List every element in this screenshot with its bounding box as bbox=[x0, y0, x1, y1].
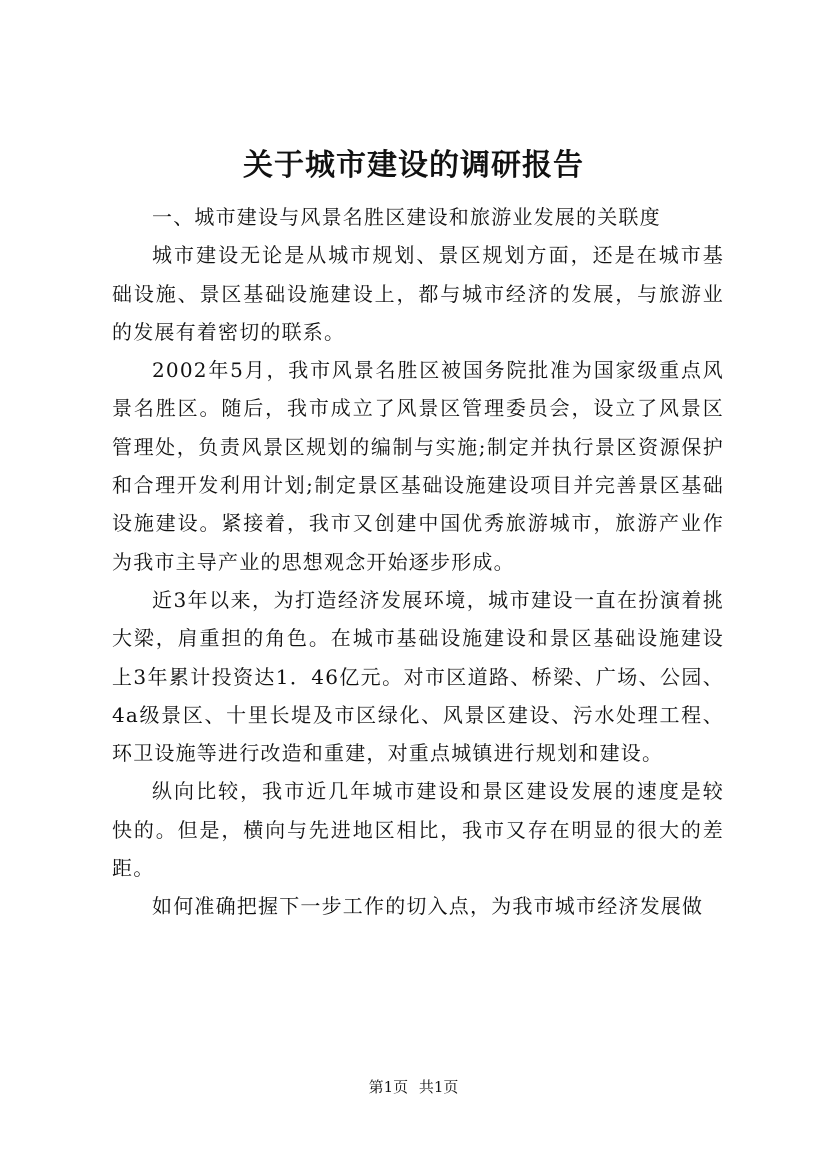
document-title: 关于城市建设的调研报告 bbox=[243, 148, 584, 183]
document-body bbox=[112, 198, 724, 926]
section-heading: 一、城市建设与风景名胜区建设和旅游业发展的关联度 bbox=[152, 205, 661, 229]
paragraph-3: 近3年以来，为打造经济发展环境，城市建设一直在扮演着挑大梁，肩重担的角色。在城市基础设施建设和景区基础设施建设上3年累计投资达1．46亿元。对市区道路、桥梁、广场、公园、4a级景区、十里长堤及市区绿化、风景区建设、污水处理工程、环卫设施等进行改造和重建，对重点城镇进行规划和建设。 bbox=[112, 587, 724, 766]
paragraph-4: 纵向比较，我市近几年城市建设和景区建设发展的速度是较快的。但是，横向与先进地区相比，我市又存在明显的很大的差距。 bbox=[112, 779, 724, 881]
paragraph-5: 如何准确把握下一步工作的切入点，为我市城市经济发展做 bbox=[152, 894, 704, 919]
paragraph-2: 2002年5月，我市风景名胜区被国务院批准为国家级重点风景名胜区。随后，我市成立了风景区管理委员会，设立了风景区管理处，负责风景区规划的编制与实施;制定并执行景区资源保护和合理开发利用计划;制定景区基础设施建设项目并完善景区基础设施建设。紧接着，我市又创建中国优秀旅游城市，旅游产业作为我市主导产业的思想观念开始逐步形成。 bbox=[112, 358, 724, 574]
page-total: 共1页 bbox=[418, 1078, 459, 1096]
page-footer bbox=[0, 1076, 827, 1098]
paragraph-1: 城市建设无论是从城市规划、景区规划方面，还是在城市基础设施、景区基础设施建设上，都与城市经济的发展，与旅游业的发展有着密切的联系。 bbox=[112, 243, 724, 344]
page-number: 第1页 bbox=[368, 1078, 409, 1096]
